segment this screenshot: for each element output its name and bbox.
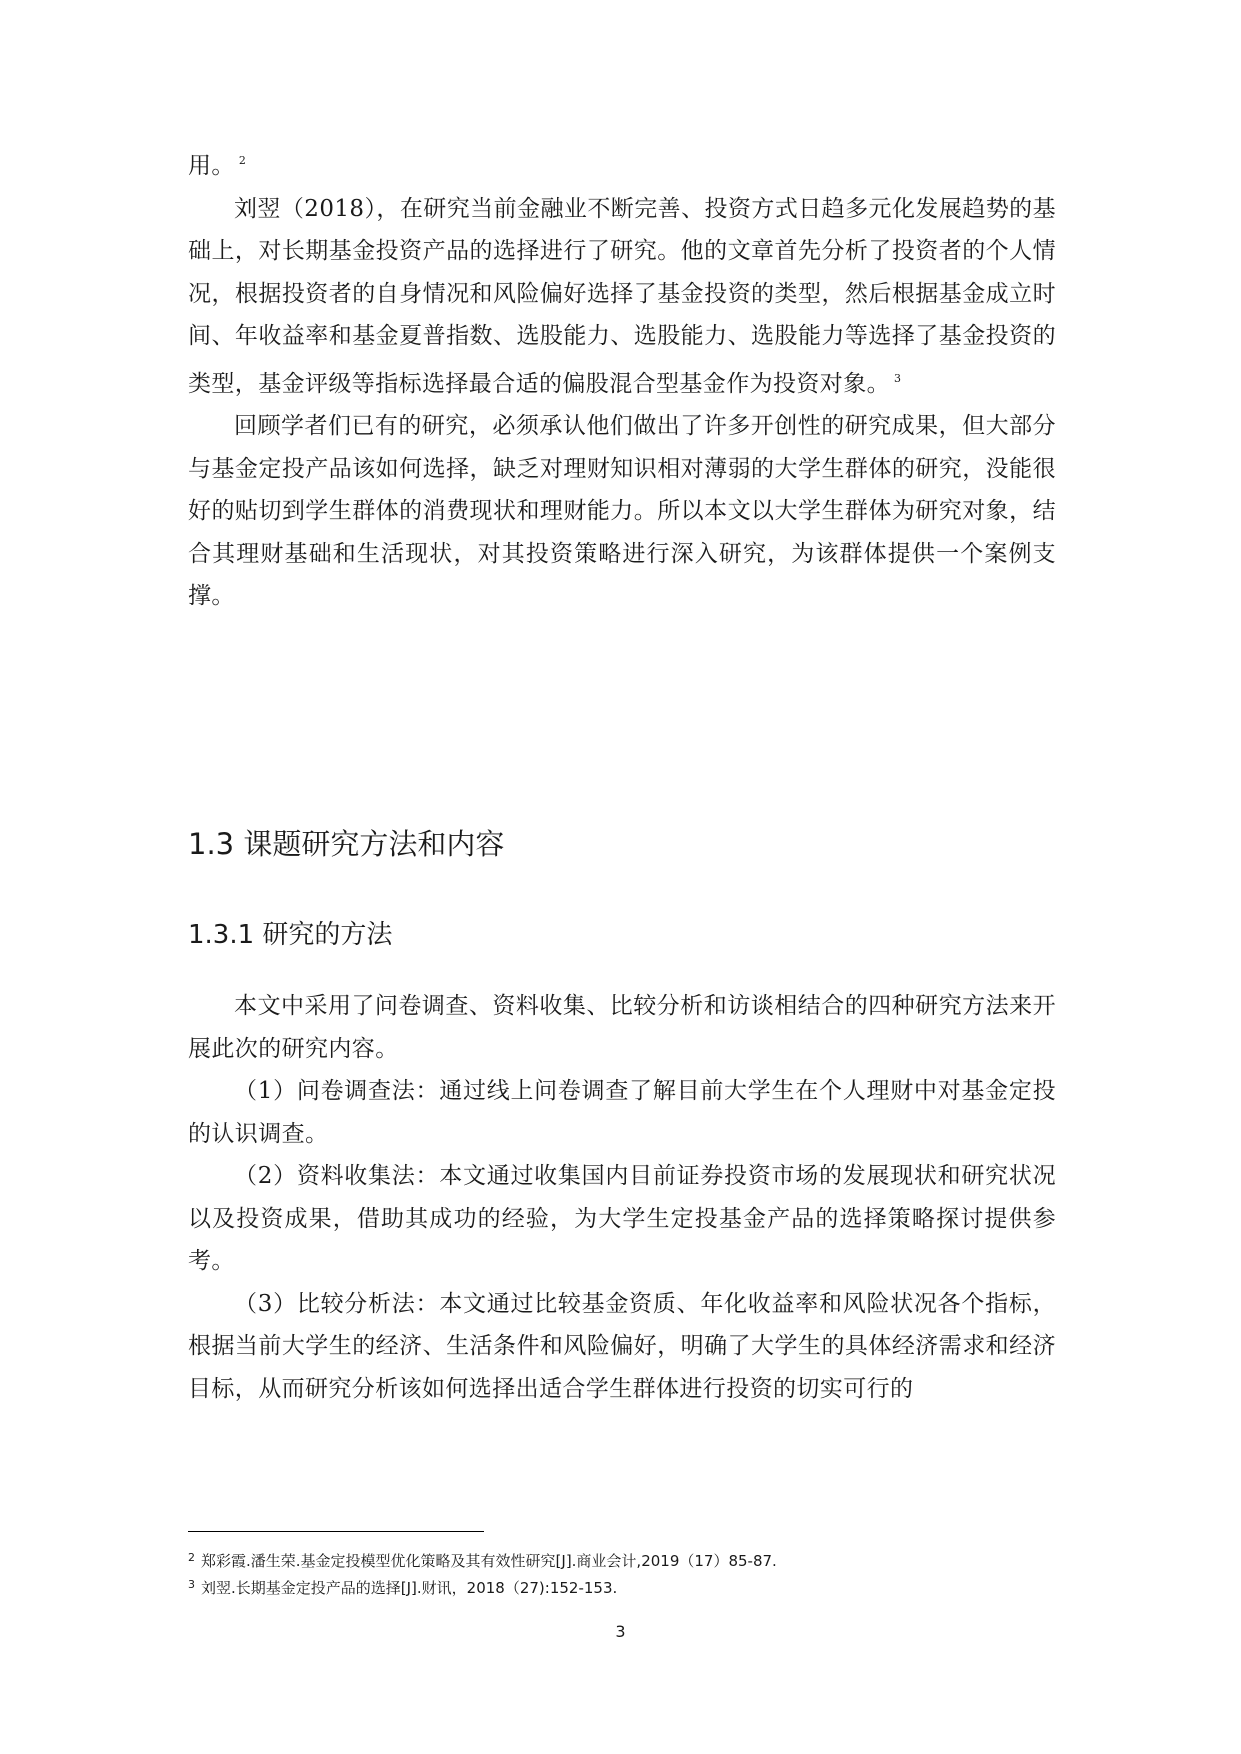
paragraph-text: 刘翌（2018），在研究当前金融业不断完善、投资方式日趋多元化发展趋势的基础上，对长期基金投资产品的选择进行了研究。他的文章首先分析了投资者的个人情况，根据投资者的自身情况和风险偏好选择了基金投资的类型，然后根据基金成立时间、年收益率和基金夏普指数、选股能力、选股能力、选股能力等选择了基金投资的类型，基金评级等指标选择最合适的偏股混合型基金作为投资对象。 [188,195,1056,397]
footnote-item [188,1546,1068,1573]
subsection-heading: 1.3.1 研究的方法 [188,920,393,950]
paragraph-text: 用。 [188,153,235,179]
paragraph-review: 回顾学者们已有的研究，必须承认他们做出了许多开创性的研究成果，但大部分与基金定投产品该如何选择，缺乏对理财知识相对薄弱的大学生群体的研究，没能很好的贴切到学生群体的消费现状和理财能力。所以本文以大学生群体为研究对象，结合其理财基础和生活现状，对其投资策略进行深入研究，为该群体提供一个案例支撑。 [188,413,1056,609]
paragraph-continuation [188,140,1056,188]
footnote-divider [188,1531,484,1532]
footnotes [188,1546,1068,1600]
footnote-number: 3 [188,1578,195,1591]
body-block-methods [188,985,1056,1410]
body-block-top [188,140,1056,618]
footnote-ref[interactable]: 3 [894,371,901,385]
paragraph-liu-yi [188,188,1056,406]
paragraph-methods-intro: 本文中采用了问卷调查、资料收集、比较分析和访谈相结合的四种研究方法来开展此次的研究内容。 [188,993,1056,1062]
footnote-text: 郑彩霞.潘生荣.基金定投模型优化策略及其有效性研究[J].商业会计,2019（17）85-87. [201,1552,777,1570]
page-number: 3 [615,1622,626,1641]
paragraph-method-questionnaire: （1）问卷调查法：通过线上问卷调查了解目前大学生在个人理财中对基金定投的认识调查。 [188,1078,1056,1147]
paragraph-method-data-collection: （2）资料收集法：本文通过收集国内目前证券投资市场的发展现状和研究状况以及投资成果，借助其成功的经验，为大学生定投基金产品的选择策略探讨提供参考。 [188,1163,1056,1274]
paragraph-method-comparative: （3）比较分析法：本文通过比较基金资质、年化收益率和风险状况各个指标，根据当前大学生的经济、生活条件和风险偏好，明确了大学生的具体经济需求和经济目标，从而研究分析该如何选择出适合学生群体进行投资的切实可行的 [188,1290,1056,1402]
section-heading: 1.3 课题研究方法和内容 [188,827,505,861]
footnote-text: 刘翌.长期基金定投产品的选择[J].财讯，2018（27):152-153. [201,1579,618,1597]
footnote-ref[interactable]: 2 [238,154,246,167]
footnote-item [188,1573,1068,1600]
footnote-number: 2 [188,1551,195,1564]
